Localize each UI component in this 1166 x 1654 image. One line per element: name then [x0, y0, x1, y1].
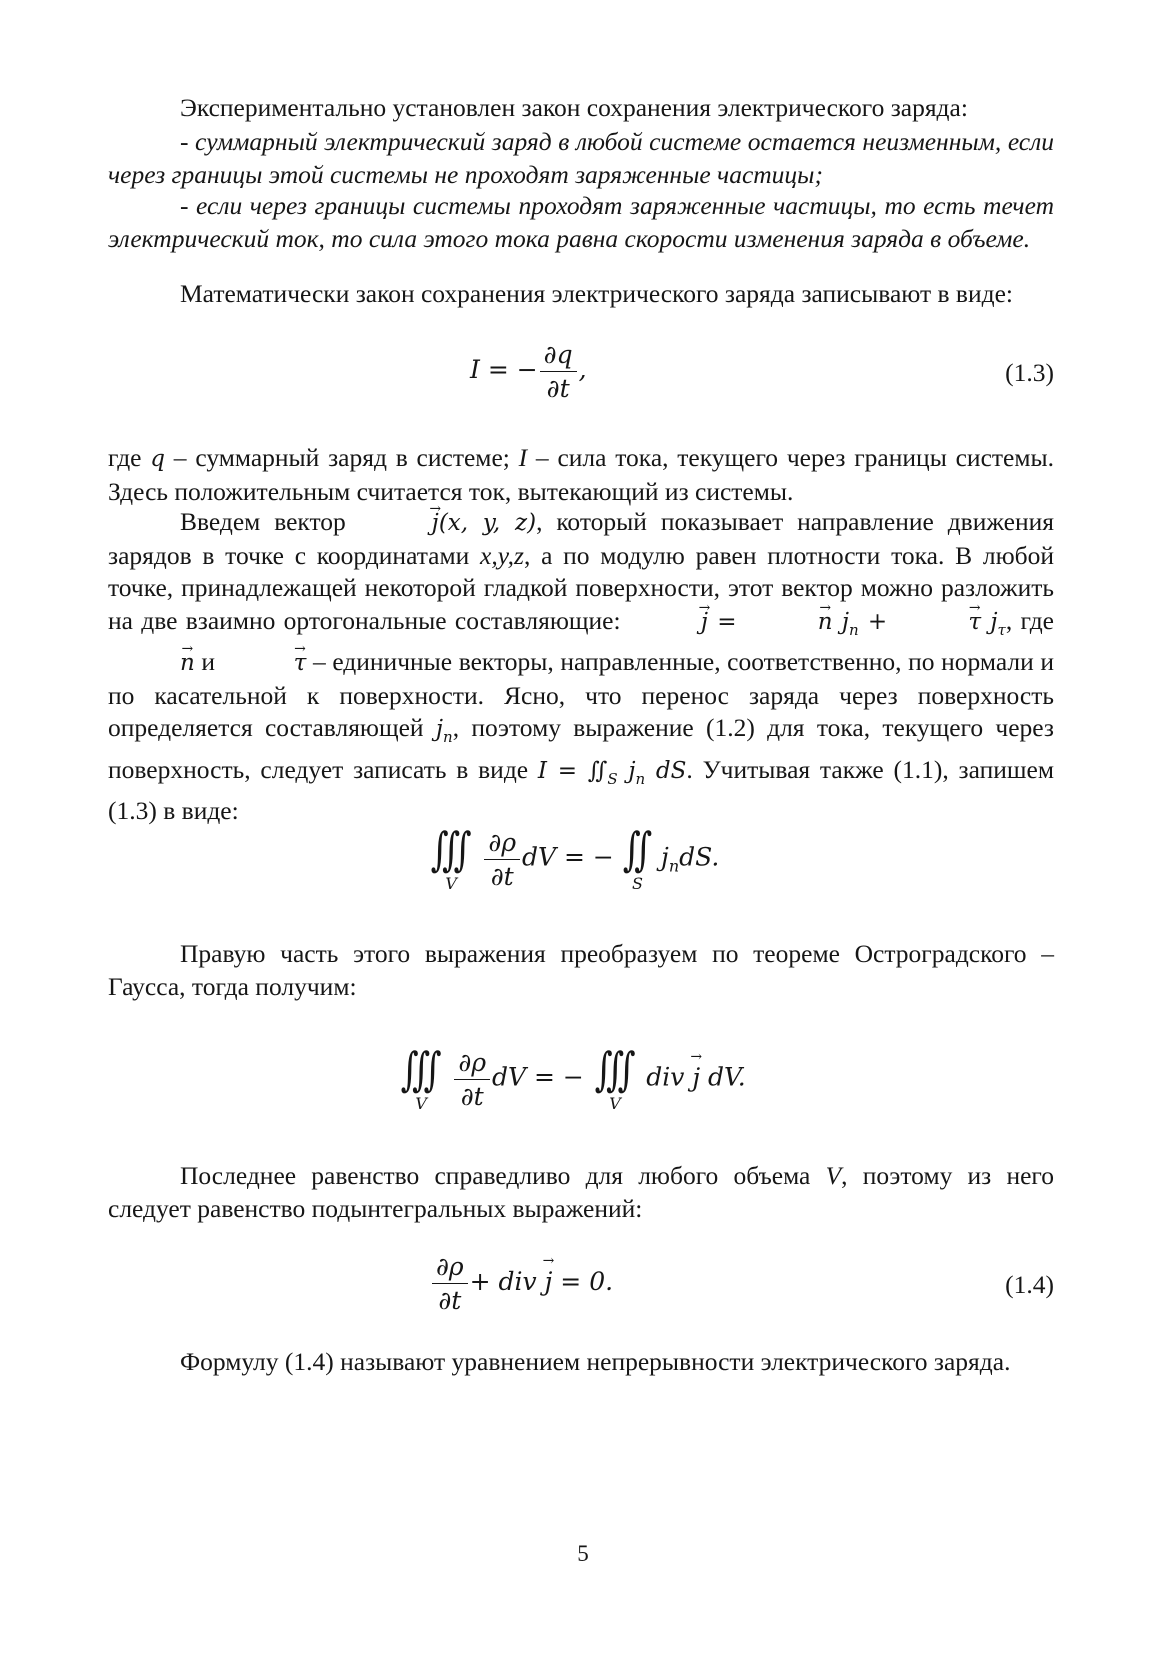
triple-integral-V: ∭ V	[430, 822, 463, 893]
inline-formula-current: I = ∬	[537, 757, 608, 784]
paragraph-math-form: Математически закон сохранения электрического заряда записывают в виде:	[180, 279, 1013, 308]
paragraph-last-equality: Последнее равенство справедливо для любого объема V, поэтому из него следует равенство подынтегральных выражений:	[108, 1161, 1054, 1223]
eqB-fraction: $\frac{\partial\rho}{\partial t}$	[454, 1048, 490, 1111]
triple-integral-V-left: ∭ V	[400, 1042, 433, 1113]
equation-1-3	[470, 340, 587, 403]
eq13-fraction	[540, 340, 577, 403]
page-number: 5	[577, 1541, 589, 1566]
paragraph-law-point-1: - суммарный электрический заряд в любой системе остается неизменным, если через границы этой системы не проходят заряженные частицы;	[108, 127, 1054, 189]
eq13-denominator: ∂t	[546, 374, 570, 403]
paragraph-law-point-2: - если через границы системы проходят заряженные частицы, то есть течет электрический ток, то сила этого тока равна скорости изменения заряда в объеме.	[108, 191, 1054, 253]
symbol-I: I	[518, 443, 528, 472]
equation-number-1-4: (1.4)	[1005, 1270, 1054, 1299]
paragraph-where-q: где q – суммарный заряд в системе; I – сила тока, текущего через границы системы. Здесь положительным считается ток, вытекающий из системы.	[108, 443, 1054, 506]
eq13-tail: ,	[578, 355, 587, 384]
paragraph-vector-j: Введем вектор → j(x, y, z), который показывает направление движения зарядов в точке с координатами x,y,z, а по модулю равен плотности тока. В любой точке, принадлежащей некоторой гладкой поверхности, этот вектор можно разложить на две взаимно ортогональные составляющие: → j = → n $j_n$ + → τ $j_\tau$, где → n и → τ – единичные векторы, направленные, соответственно, по нормали и по касательной к поверхности. Ясно, что перенос заряда через поверхность определяется составляющей $j_n$, поэтому выражение (1.2) для тока, текущего через поверхность, следует записать в виде $I = ∬_S$ $j_n$ dS. Учитывая также (1.1), запишем (1.3) в виде:	[108, 506, 1054, 828]
paragraph-ostrogradsky: Правую часть этого выражения преобразуем по теореме Остроградского – Гаусса, тогда получим:	[108, 939, 1054, 1001]
eq13-numerator: ∂q	[540, 340, 577, 372]
equation-number-1-3: (1.3)	[1005, 358, 1054, 387]
double-integral-S: ∬ S	[622, 822, 644, 893]
eqA-fraction: $\frac{\partial\rho}{\partial t}$	[484, 828, 520, 891]
equation-divergence-integral: ∭ V $\frac{\partial\rho}{\partial t}$ dV = − ∭ V div → j dV.	[390, 1046, 746, 1112]
equation-1-4: $\frac{\partial\rho}{\partial t}$ + div → j = 0.	[430, 1252, 613, 1315]
eq13-lhs: I = −	[470, 355, 538, 384]
paragraph-continuity-name: Формулу (1.4) называют уравнением непрерывности электрического заряда.	[180, 1347, 1011, 1376]
vector-j: → j	[360, 507, 439, 540]
paragraph-law-intro: Экспериментально установлен закон сохранения электрического заряда:	[180, 93, 968, 122]
symbol-q: q	[150, 446, 166, 472]
triple-integral-V-right: ∭ V	[594, 1042, 627, 1113]
equation-integral-continuity: ∭ V $\frac{\partial\rho}{\partial t}$ dV = − ∬ S $j_ndS$.	[420, 826, 719, 892]
eq14-fraction: $\frac{\partial\rho}{\partial t}$	[432, 1252, 468, 1315]
symbol-V: V	[825, 1161, 842, 1190]
